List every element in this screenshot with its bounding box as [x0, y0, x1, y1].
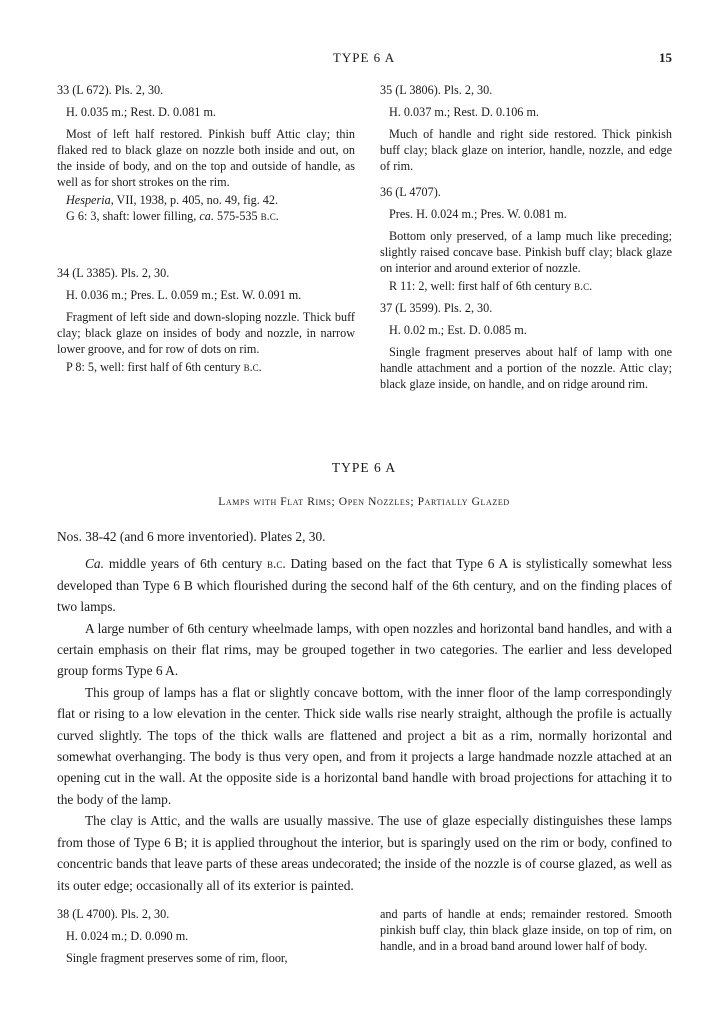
- entry-description: Bottom only preserved, of a lamp much like preceding; slightly raised concave base. Pinkish buff clay; black glaze on interior and around exterior of nozzle.: [380, 229, 672, 275]
- entry-description-start: Single fragment preserves some of rim, floor,: [66, 951, 288, 965]
- plate-reference: .: [437, 185, 441, 199]
- bc-abbr: b.c.: [243, 360, 262, 374]
- entry-number: 34: [57, 266, 70, 280]
- catalog-entry-34: [57, 265, 355, 375]
- left-column: [57, 82, 355, 375]
- entry-number: 35: [380, 83, 393, 97]
- inventory-number: (L 672): [72, 83, 109, 97]
- inventory-number: (L 3599): [395, 301, 438, 315]
- entry-findspot: [57, 208, 355, 224]
- right-column: [380, 82, 672, 394]
- circa-abbr: ca.: [199, 209, 214, 223]
- section-subtitle: Lamps with Flat Rims; Open Nozzles; Partially Glazed: [218, 496, 510, 508]
- entry-heading: [380, 300, 672, 316]
- catalog-entry-35: [380, 82, 672, 174]
- bc-abbr: b.c.: [267, 556, 286, 572]
- bibliography-citation: , VII, 1938, p. 405, no. 49, fig. 42.: [110, 193, 279, 207]
- section-body: [57, 526, 672, 896]
- inventory-number: (L 3806): [395, 83, 438, 97]
- plate-reference: . Pls. 2, 30.: [437, 301, 493, 315]
- entry-heading: [380, 82, 672, 98]
- page-number: 15: [659, 50, 672, 65]
- entry-findspot: [57, 359, 355, 375]
- plate-reference: . Pls. 2, 30.: [114, 907, 170, 921]
- entry-heading: [57, 906, 355, 922]
- catalog-entry-37: [380, 300, 672, 392]
- entry-dimensions: H. 0.02 m.; Est. D. 0.085 m.: [389, 323, 527, 337]
- entry-heading: [380, 184, 672, 200]
- entry-number: 36: [380, 185, 393, 199]
- entry-dimensions: H. 0.036 m.; Pres. L. 0.059 m.; Est. W. 0.091 m.: [66, 288, 302, 302]
- bc-abbr: b.c.: [260, 209, 279, 223]
- findspot-text: R 11: 2, well: first half of 6th century: [389, 279, 575, 293]
- paragraph-clay-glaze: The clay is Attic, and the walls are usually massive. The use of glaze especially distinguishes these lamps from those of Type 6 B; it is applied throughout the interior, but is sparingly used on the rim or body, confined to concentric bands that leave parts of these areas undecorated; the inside of the nozzle is of course glazed, as well as its outer edge; occasionally all of its exterior is painted.: [57, 813, 672, 893]
- catalog-entry-33: [57, 82, 355, 224]
- entry-description-continued: and parts of handle at ends; remainder restored. Smooth pinkish buff clay, thin black glaze inside, on top of rim, on handle, and in a broad band around lower half of body.: [380, 907, 672, 953]
- paragraph-shape: This group of lamps has a flat or slightly concave bottom, with the inner floor of the lamp correspondingly flat or rising to a low elevation in the center. Thick side walls rise nearly straight, although the profile is actually curved slightly. The tops of the thick walls are flattened and project a bit as a rim, normally horizontal and somewhat overhanging. The body is thus very open, and from it projects a large handmade nozzle attached at an opening cut in the wall. At the opposite side is a horizontal band handle with broad projections for attaching it to the body of the lamp.: [57, 684, 672, 807]
- entry-dimensions: H. 0.024 m.; D. 0.090 m.: [66, 929, 189, 943]
- bc-abbr: b.c.: [574, 279, 593, 293]
- entry-description: Fragment of left side and down-sloping nozzle. Thick buff clay; black glaze on insides of body and nozzle, in narrow lower groove, and for row of dots on rim.: [57, 310, 355, 356]
- entry-number: 37: [380, 301, 393, 315]
- inventory-number: (L 4700): [72, 907, 115, 921]
- paragraph-dating: [57, 553, 672, 617]
- entry-dimensions: H. 0.037 m.; Rest. D. 0.106 m.: [389, 105, 539, 119]
- inventory-number: (L 4707): [395, 185, 438, 199]
- inventory-number: (L 3385): [72, 266, 115, 280]
- catalog-entry-38-right: [380, 906, 672, 954]
- entry-description: Single fragment preserves about half of lamp with one handle attachment and a portion of the nozzle. Attic clay; black glaze inside, on handle, and on ridge around rim.: [380, 345, 672, 391]
- entry-description: Much of handle and right side restored. Thick pinkish buff clay; black glaze on interior, handle, nozzle, and edge of rim.: [380, 127, 672, 173]
- spacer: [57, 224, 355, 265]
- catalog-entry-38-left: [57, 906, 355, 968]
- circa-abbr: Ca.: [85, 556, 104, 572]
- entry-heading: [57, 265, 355, 281]
- section-title: TYPE 6 A: [331, 460, 397, 475]
- entry-number: 33: [57, 83, 70, 97]
- plate-reference: . Pls. 2, 30.: [114, 266, 170, 280]
- entry-heading: [57, 82, 355, 98]
- entry-findspot: [380, 278, 672, 294]
- paragraph-grouping: A large number of 6th century wheelmade lamps, with open nozzles and horizontal band handles, and with a certain emphasis on their flat rims, may be grouped together in two categories. The earlier and less developed group forms Type 6 A.: [57, 620, 672, 679]
- catalog-range-line: Nos. 38-42 (and 6 more inventoried). Plates 2, 30.: [57, 529, 326, 544]
- running-title: TYPE 6 A: [332, 50, 396, 65]
- plate-reference: . Pls. 2, 30.: [108, 83, 164, 97]
- findspot-text: G 6: 3, shaft: lower filling,: [66, 209, 200, 223]
- entry-description: Most of left half restored. Pinkish buff Attic clay; thin flaked red to black glaze on nozzle both inside and out, on the inside of body, and on the top and outside of handle, as well as for short strokes on the rim.: [57, 127, 355, 189]
- findspot-text: P 8: 5, well: first half of 6th century: [66, 360, 244, 374]
- entry-dimensions: Pres. H. 0.024 m.; Pres. W. 0.081 m.: [389, 207, 567, 221]
- entry-dimensions: H. 0.035 m.; Rest. D. 0.081 m.: [66, 105, 216, 119]
- journal-title: Hesperia: [66, 193, 111, 207]
- entry-number: 38: [57, 907, 70, 921]
- date-range: 575-535: [213, 209, 261, 223]
- spacer: [380, 176, 672, 184]
- dating-text-start: middle years of 6th century: [103, 556, 267, 572]
- catalog-entry-36: [380, 184, 672, 294]
- entry-bibliography: [57, 192, 355, 208]
- dating-text-end: Dating based on the fact that Type 6 A is stylistically somewhat less developed than Type 6 B which flourished during the second half of the 6th century, and on the finding places of two lamps.: [57, 556, 672, 615]
- plate-reference: . Pls. 2, 30.: [437, 83, 493, 97]
